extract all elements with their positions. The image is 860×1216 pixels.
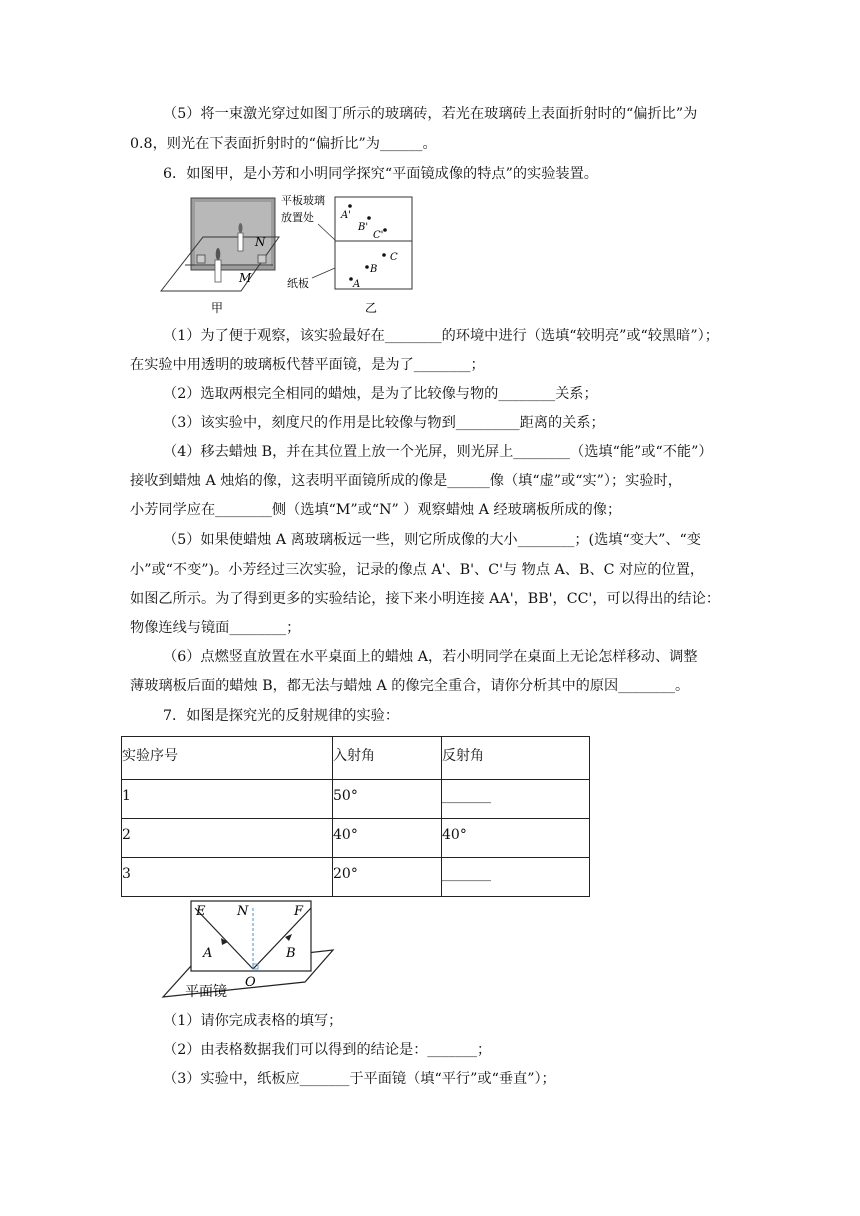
q6-6-line-b: 薄玻璃板后面的蜡烛 B，都无法与蜡烛 A 的像完全重合，请你分析其中的原因________。 [130, 678, 690, 694]
q7-3-line: （3）实验中，纸板应_______于平面镜（填“平行”或“垂直”）； [163, 1071, 556, 1087]
figure-6-plane-mirror-setup [155, 190, 425, 318]
fig7-label-E: E [196, 904, 206, 919]
q6-4-line-a: （4）移去蜡烛 B，并在其位置上放一个光屏，则光屏上________（选填“能”或“不能”） [163, 444, 713, 460]
fig7-label-F: F [294, 904, 304, 919]
table-cell: 20° [333, 866, 358, 882]
table-header-row [122, 737, 590, 780]
q6-5-line-d: 物像连线与镜面________； [130, 620, 301, 636]
fig7-label-O: O [245, 975, 256, 990]
q5-line-2: 0.8，则光在下表面折射时的“偏折比”为______。 [130, 136, 437, 152]
q6-1-line-a: （1）为了便于观察，该实验最好在________的环境中进行（选填“较明亮”或“较黑暗”）； [163, 328, 719, 344]
table-cell-blank[interactable]: _______ [442, 788, 491, 804]
q6-5-line-c: 如图乙所示。为了得到更多的实验结论，接下来小明连接 AA'，BB'，CC'，可以得出的结论： [130, 591, 721, 607]
fig7-label-N: N [237, 904, 249, 919]
table-row [122, 858, 590, 897]
fig6-point-C: C [390, 252, 398, 263]
fig6-caption-left: 甲 [211, 301, 224, 315]
q6-5-line-a: （5）如果使蜡烛 A 离玻璃板远一些，则它所成像的大小________；(选填“变大”、“变 [163, 532, 701, 548]
table-header-trial: 实验序号 [122, 748, 178, 764]
fig7-mirror-label: 平面镜 [185, 984, 227, 1000]
figure-7-reflection-setup [155, 898, 345, 1002]
fig6-label-glass-1: 平板玻璃 [281, 194, 325, 207]
fig6-label-M: M [239, 271, 252, 285]
table-cell-blank[interactable]: _______ [442, 866, 491, 882]
fig6-point-A-prime: A' [341, 210, 351, 221]
table-row [122, 819, 590, 858]
table-row [122, 780, 590, 819]
table-header-reflection: 反射角 [442, 748, 484, 764]
fig6-label-paper: 纸板 [287, 277, 309, 290]
q6-title: 6．如图甲，是小芳和小明同学探究“平面镜成像的特点”的实验装置。 [163, 166, 598, 182]
table-header-incidence: 入射角 [333, 748, 375, 764]
fig7-label-A: A [203, 946, 213, 961]
table-cell: 2 [122, 827, 131, 843]
fig6-caption-right: 乙 [365, 301, 378, 315]
table-cell: 40° [442, 827, 467, 843]
q6-1-line-b: 在实验中用透明的玻璃板代替平面镜，是为了________； [130, 357, 485, 373]
q5-line-1: （5）将一束激光穿过如图丁所示的玻璃砖，若光在玻璃砖上表面折射时的“偏折比”为 [163, 106, 698, 122]
q7-title: 7．如图是探究光的反射规律的实验： [163, 708, 400, 724]
fig6-point-C-prime: C' [373, 230, 384, 241]
table-cell: 1 [122, 788, 131, 804]
fig6-point-A: A [353, 279, 361, 290]
fig6-point-B: B [370, 264, 378, 275]
table-cell: 40° [333, 827, 358, 843]
table-cell: 50° [333, 788, 358, 804]
q7-2-line: （2）由表格数据我们可以得到的结论是：_______； [163, 1042, 492, 1058]
reflection-data-table [121, 736, 590, 897]
fig6-label-glass-2: 放置处 [281, 211, 314, 224]
fig7-label-B: B [286, 946, 296, 961]
fig6-point-B-prime: B' [358, 222, 369, 233]
q6-3-line: （3）该实验中，刻度尺的作用是比较像与物到_________距离的关系； [163, 415, 605, 431]
q7-1-line: （1）请你完成表格的填写； [163, 1013, 343, 1029]
q6-2-line: （2）选取两根完全相同的蜡烛，是为了比较像与物的________关系； [163, 386, 598, 402]
q6-5-line-b: 小”或“不变”)。小芳经过三次实验，记录的像点 A'、B'、C'与 物点 A、B、C 对应的位置， [130, 562, 705, 578]
q6-6-line-a: （6）点燃竖直放置在水平桌面上的蜡烛 A，若小明同学在桌面上无论怎样移动、调整 [163, 649, 698, 665]
q6-4-line-c: 小芳同学应在________侧（选填“M”或“N” ）观察蜡烛 A 经玻璃板所成的像； [130, 502, 622, 518]
table-cell: 3 [122, 866, 131, 882]
q6-4-line-b: 接收到蜡烛 A 烛焰的像，这表明平面镜所成的像是______像（填“虚”或“实”）；实验时， [130, 473, 682, 489]
fig6-label-N: N [255, 235, 266, 249]
